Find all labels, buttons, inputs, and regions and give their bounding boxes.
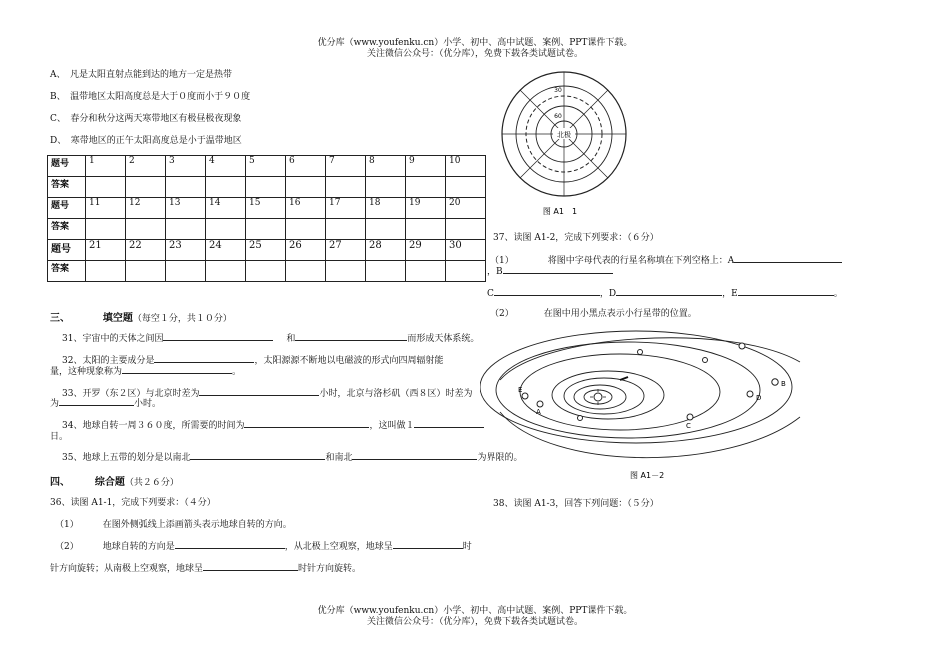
answer-cell[interactable] [326, 219, 366, 240]
question-number: 18 [366, 198, 406, 219]
planet-b [772, 379, 778, 385]
answer-cell[interactable] [166, 261, 206, 282]
q36-2-text-a: 地球自转的方向是 [102, 542, 175, 552]
q31-text-c: 而形成天体系统。 [407, 334, 480, 344]
figure-caption-a1-2: 图 A1－2 [630, 471, 665, 480]
planet-c [687, 414, 693, 420]
q37-blank-a[interactable] [734, 253, 842, 263]
outer-orbit-arc-lower [500, 412, 800, 458]
question-34 [62, 418, 484, 431]
center-label: 北极 [557, 131, 571, 139]
label-c: C [686, 422, 691, 430]
question-number: 27 [326, 240, 366, 261]
question-number: 10 [446, 156, 486, 177]
answer-cell[interactable] [206, 219, 246, 240]
answer-cell[interactable] [286, 219, 326, 240]
answer-cell[interactable] [366, 261, 406, 282]
question-number: 26 [286, 240, 326, 261]
answer-cell[interactable] [406, 177, 446, 198]
answer-cell[interactable] [246, 177, 286, 198]
q37-blank-c[interactable] [494, 286, 600, 296]
q36-2-text-d: 针方向旋转；从南极上空观察，地球呈 [50, 564, 204, 574]
q34-text-a: 34、地球自转一周３６０度，所需要的时间为 [62, 421, 245, 431]
answer-cell[interactable] [286, 177, 326, 198]
q37-1-text-c: C [487, 289, 494, 299]
latitude-60-label: 60 [554, 113, 562, 120]
q34-blank-2[interactable] [414, 418, 484, 428]
answer-cell[interactable] [446, 177, 486, 198]
question-31 [62, 331, 479, 344]
q36-title: 36、读图 A1-1，完成下列要求：（４分） [50, 498, 216, 508]
answer-cell[interactable] [126, 219, 166, 240]
answer-cell[interactable] [86, 261, 126, 282]
answer-cell[interactable] [206, 261, 246, 282]
planet-lower [578, 416, 583, 421]
section4-number: 四、 [50, 477, 70, 488]
question-number: 21 [86, 240, 126, 261]
question-number: 24 [206, 240, 246, 261]
question-37-1-b [487, 264, 613, 277]
question-number: 12 [126, 198, 166, 219]
header-line1: 优分库（www.youfenku.cn）小学、初中、高中试题、案例、PPT课件下载。 [317, 38, 633, 48]
question-number: 23 [166, 240, 206, 261]
question-number: 7 [326, 156, 366, 177]
q37-1-text-b: ，B [487, 267, 503, 277]
question-number: 25 [246, 240, 286, 261]
q33-text-d: 小时。 [134, 399, 162, 409]
q32-text-d: 。 [232, 367, 242, 377]
q36-2-blank-2[interactable] [393, 539, 463, 549]
label-a: A [536, 408, 541, 416]
answer-cell[interactable] [446, 261, 486, 282]
question-32-cont [50, 364, 241, 377]
q31-text-a: 31、宇宙中的天体之间因 [62, 334, 164, 344]
label-b: B [781, 380, 786, 388]
question-number: 8 [366, 156, 406, 177]
option-c: C、 春分和秋分这两天寒带地区有极昼极夜现象 [50, 114, 242, 124]
question-number: 6 [286, 156, 326, 177]
question-number: 17 [326, 198, 366, 219]
q37-blank-b[interactable] [503, 264, 613, 274]
question-number: 28 [366, 240, 406, 261]
q32-blank-1[interactable] [154, 353, 254, 363]
planet-e [522, 393, 528, 399]
q37-1-text-end: 。 [833, 289, 843, 299]
planet-d [747, 391, 753, 397]
latitude-30-label: 30 [554, 87, 562, 94]
answer-cell[interactable] [126, 261, 166, 282]
q33-text-a: 33、开罗（东２区）与北京时差为 [62, 389, 200, 399]
table-row [48, 240, 486, 261]
q36-1-number: （1） [55, 520, 79, 530]
footer-line2: 关注微信公众号：（优分库），免费下载各类试题试卷。 [366, 617, 583, 627]
section4-title: 综合题 [94, 477, 125, 488]
q37-1-text: 将图中字母代表的行星名称填在下列空格上：A [547, 256, 735, 266]
q35-text-b: 和南北 [325, 453, 353, 463]
question-33-cont [50, 396, 161, 409]
question-36-2-cont [50, 561, 361, 574]
question-number: 29 [406, 240, 446, 261]
question-number: 22 [126, 240, 166, 261]
question-number: 9 [406, 156, 446, 177]
question-number: 2 [126, 156, 166, 177]
question-number-label: 题号 [48, 198, 86, 219]
answer-cell[interactable] [406, 219, 446, 240]
q36-2-text-c: 时 [462, 542, 472, 552]
answer-cell[interactable] [366, 219, 406, 240]
q36-2-blank-3[interactable] [203, 561, 298, 571]
label-e: E [518, 386, 523, 394]
table-row [48, 177, 486, 198]
question-number: 13 [166, 198, 206, 219]
answer-cell[interactable] [166, 219, 206, 240]
section3-note: （每空１分，共１０分） [132, 314, 232, 324]
table-row [48, 261, 486, 282]
q36-2-text-b: ，从北极上空观察，地球呈 [284, 542, 393, 552]
answer-cell[interactable] [166, 177, 206, 198]
q35-text-a: 35、地球上五带的划分是以南北 [62, 453, 191, 463]
q37-blank-e[interactable] [738, 286, 834, 296]
question-number: 20 [446, 198, 486, 219]
option-a: A、 凡是太阳直射点能到达的地方一定是热带 [50, 70, 233, 80]
answer-cell[interactable] [86, 177, 126, 198]
question-number: 11 [86, 198, 126, 219]
answer-cell[interactable] [406, 261, 446, 282]
answer-table [47, 155, 486, 282]
q36-2-number: （2） [55, 542, 79, 552]
q32-text-c: 量，这种现象称为 [50, 367, 123, 377]
q33-blank-2[interactable] [59, 396, 134, 406]
answer-cell[interactable] [206, 177, 246, 198]
answer-cell[interactable] [286, 261, 326, 282]
q37-blank-d[interactable] [616, 286, 722, 296]
section3-number: 三、 [50, 313, 70, 324]
planet-upper-right [703, 358, 708, 363]
q34-text-c: 日。 [50, 432, 69, 442]
q33-text-b: 小时，北京与洛杉矶（西８区）时差为 [319, 389, 473, 399]
q37-1-text-e: ，E [722, 289, 738, 299]
question-number: 19 [406, 198, 446, 219]
q31-blank-1[interactable] [163, 331, 273, 341]
question-number: 3 [166, 156, 206, 177]
question-35 [62, 450, 522, 463]
question-number: 1 [86, 156, 126, 177]
question-number: 16 [286, 198, 326, 219]
q37-1-number: （1） [490, 256, 514, 266]
section4-note: （共２６分） [124, 478, 179, 488]
sun-icon [594, 393, 602, 401]
answer-cell[interactable] [366, 177, 406, 198]
orbits [480, 331, 792, 443]
planet-outer [739, 343, 745, 349]
answer-cell[interactable] [246, 219, 286, 240]
solar-system-diagram [480, 322, 810, 487]
planet-upper [638, 350, 643, 355]
q36-1-text: 在图外侧弧线上添画箭头表示地球自转的方向。 [102, 520, 292, 530]
question-number: 14 [206, 198, 246, 219]
answer-label: 答案 [48, 219, 86, 240]
table-row [48, 198, 486, 219]
question-number-label: 题号 [48, 240, 86, 261]
option-b: B、 温带地区太阳高度总是大于０度而小于９０度 [50, 92, 251, 102]
polar-view-diagram [490, 70, 640, 220]
section3-title: 填空题 [102, 313, 133, 324]
q31-text-b: 和 [286, 334, 296, 344]
label-d: D [756, 394, 762, 402]
answer-label: 答案 [48, 261, 86, 282]
planet-a [537, 401, 543, 407]
question-number: 15 [246, 198, 286, 219]
q37-2-text: 在图中用小黑点表示小行星带的位置。 [543, 309, 697, 319]
answer-cell[interactable] [126, 177, 166, 198]
option-d: D、 寒带地区的正午太阳高度总是小于温带地区 [50, 136, 242, 146]
question-number: 30 [446, 240, 486, 261]
question-36-1 [55, 517, 292, 530]
outer-orbit-arc [500, 338, 800, 380]
q37-title: 37、读图 A1-2，完成下列要求：（６分） [493, 233, 659, 243]
answer-cell[interactable] [326, 177, 366, 198]
q37-2-number: （2） [490, 309, 514, 319]
q35-blank-1[interactable] [190, 450, 325, 460]
q34-blank-1[interactable] [244, 418, 369, 428]
q32-text-a: 32、太阳的主要成分是 [62, 356, 155, 366]
comet-mark [620, 377, 628, 380]
q38-title: 38、读图 A1-3，回答下列问题：（５分） [493, 499, 659, 509]
q31-blank-2[interactable] [295, 331, 407, 341]
q35-blank-2[interactable] [352, 450, 477, 460]
q36-2-blank-1[interactable] [175, 539, 285, 549]
section3-heading [50, 309, 232, 324]
question-number-label: 题号 [48, 156, 86, 177]
question-number: 5 [246, 156, 286, 177]
q36-2-text-e: 时针方向旋转。 [298, 564, 362, 574]
q34-text-b: ，这叫做１ [369, 421, 415, 431]
answer-cell[interactable] [446, 219, 486, 240]
figure-caption-a1-1: 图 A1 1 [542, 207, 578, 216]
table-row [48, 156, 486, 177]
footer-line1: 优分库（www.youfenku.cn）小学、初中、高中试题、案例、PPT课件下载。 [317, 606, 633, 616]
question-36-2 [55, 539, 472, 552]
q33-text-c: 为 [50, 399, 60, 409]
question-37-2 [490, 306, 697, 319]
question-number: 4 [206, 156, 246, 177]
table-row [48, 219, 486, 240]
q37-1-text-d: ，D [599, 289, 617, 299]
answer-cell[interactable] [86, 219, 126, 240]
section4-heading [50, 473, 179, 488]
q33-blank-1[interactable] [199, 386, 319, 396]
answer-cell[interactable] [326, 261, 366, 282]
header-line2: 关注微信公众号：（优分库），免费下载各类试题试卷。 [366, 49, 583, 59]
answer-label: 答案 [48, 177, 86, 198]
q35-text-c: 为界限的。 [477, 453, 523, 463]
answer-cell[interactable] [246, 261, 286, 282]
question-37-1-cont [487, 286, 843, 299]
q32-text-b: ，太阳源源不断地以电磁波的形式向四周辐射能 [254, 356, 444, 366]
q32-blank-2[interactable] [122, 364, 232, 374]
